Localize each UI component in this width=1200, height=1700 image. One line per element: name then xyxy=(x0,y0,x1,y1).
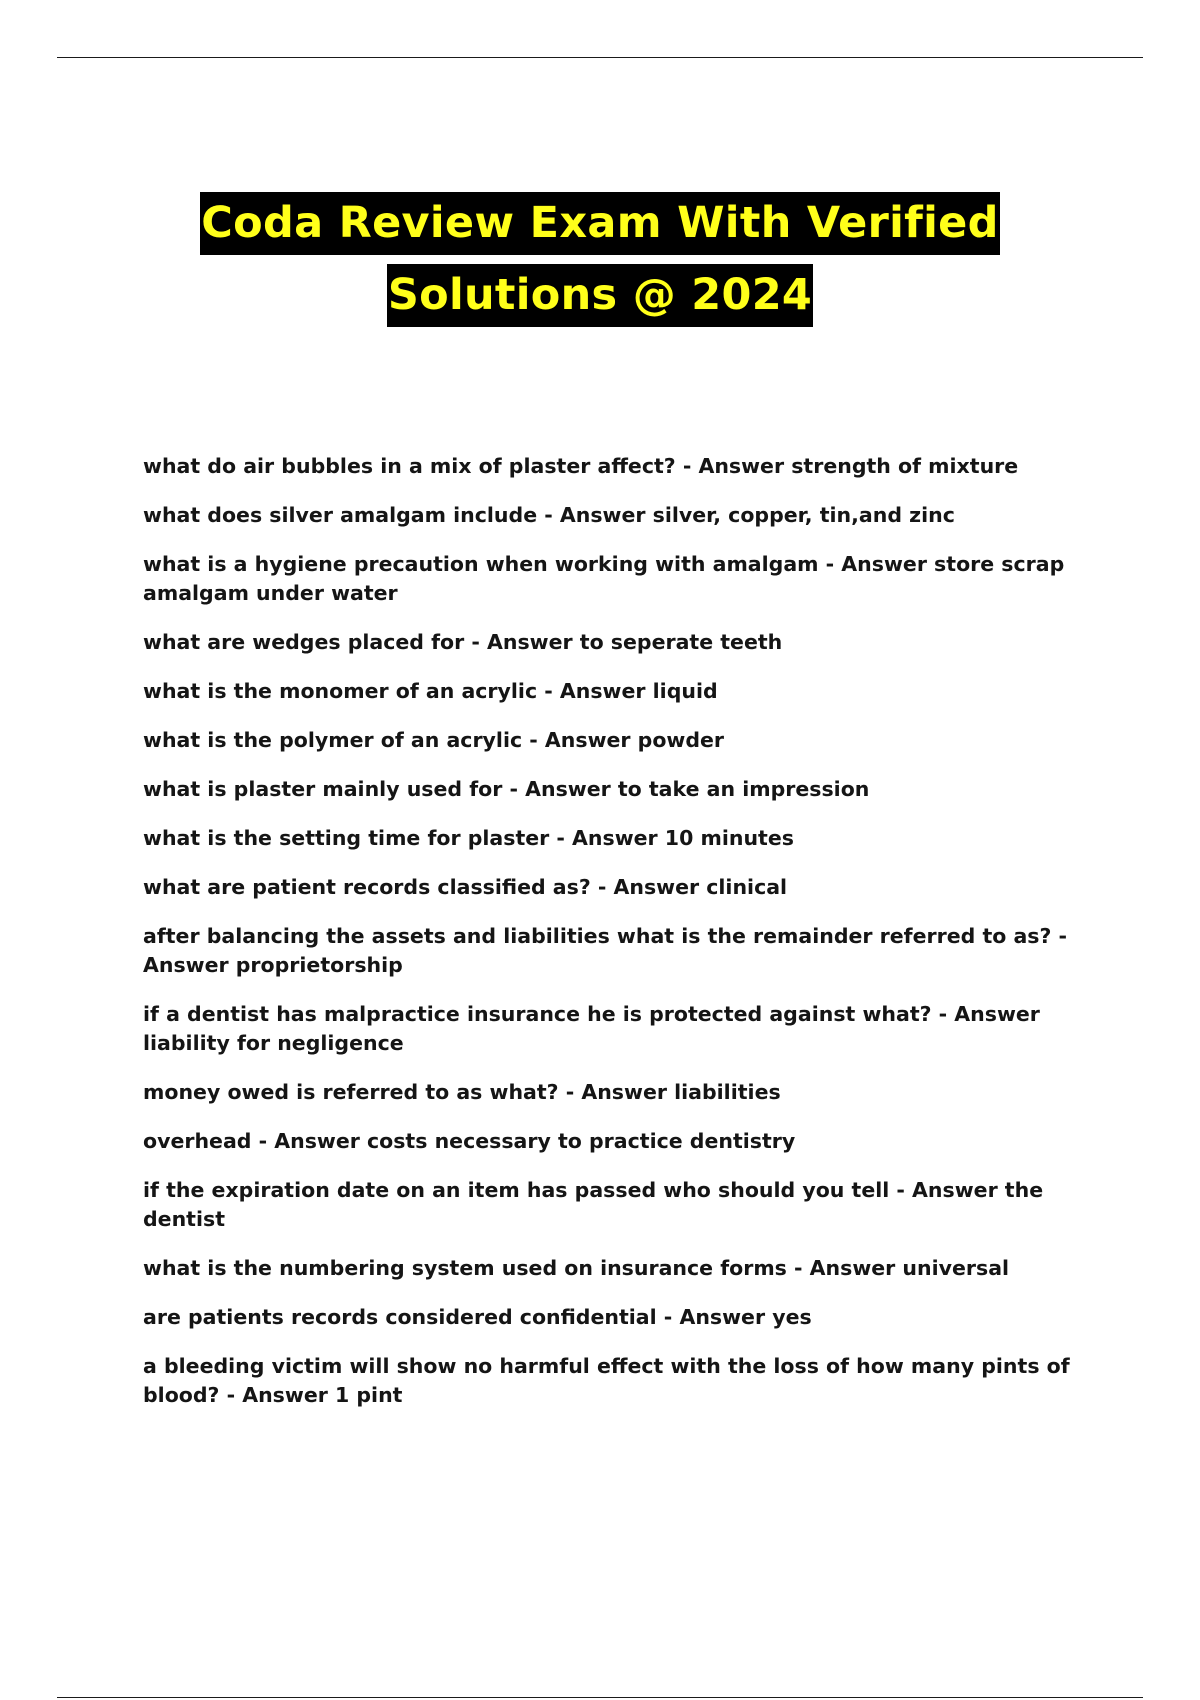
bottom-rule xyxy=(57,1697,1143,1698)
qa-item: after balancing the assets and liabilities what is the remainder referred to as? - Answer proprietorship xyxy=(143,924,1068,977)
title-line-1: Coda Review Exam With Verified xyxy=(200,192,999,255)
qa-item: what is plaster mainly used for - Answer to take an impression xyxy=(143,777,870,801)
qa-item: if the expiration date on an item has passed who should you tell - Answer the dentist xyxy=(143,1178,1044,1231)
document-title xyxy=(0,192,1200,327)
qa-item: what do air bubbles in a mix of plaster affect? - Answer strength of mixture xyxy=(143,454,1019,478)
qa-item: what is the numbering system used on insurance forms - Answer universal xyxy=(143,1256,1010,1280)
qa-item: what are wedges placed for - Answer to seperate teeth xyxy=(143,630,783,654)
qa-item: money owed is referred to as what? - Answer liabilities xyxy=(143,1080,781,1104)
qa-item: what are patient records classified as? - Answer clinical xyxy=(143,875,788,899)
top-rule xyxy=(57,57,1143,58)
qa-item: what is a hygiene precaution when working with amalgam - Answer store scrap amalgam under water xyxy=(143,552,1065,605)
qa-item: what is the polymer of an acrylic - Answer powder xyxy=(143,728,725,752)
qa-item: a bleeding victim will show no harmful effect with the loss of how many pints of blood? - Answer 1 pint xyxy=(143,1354,1070,1407)
question-answer-list xyxy=(143,452,1093,1430)
qa-item: what does silver amalgam include - Answer silver, copper, tin,and zinc xyxy=(143,503,955,527)
qa-item: what is the monomer of an acrylic - Answer liquid xyxy=(143,679,718,703)
qa-item: what is the setting time for plaster - Answer 10 minutes xyxy=(143,826,794,850)
qa-item: overhead - Answer costs necessary to practice dentistry xyxy=(143,1129,796,1153)
qa-item: if a dentist has malpractice insurance he is protected against what? - Answer liability for negligence xyxy=(143,1002,1040,1055)
qa-item: are patients records considered confidential - Answer yes xyxy=(143,1305,812,1329)
title-line-2: Solutions @ 2024 xyxy=(387,264,813,327)
